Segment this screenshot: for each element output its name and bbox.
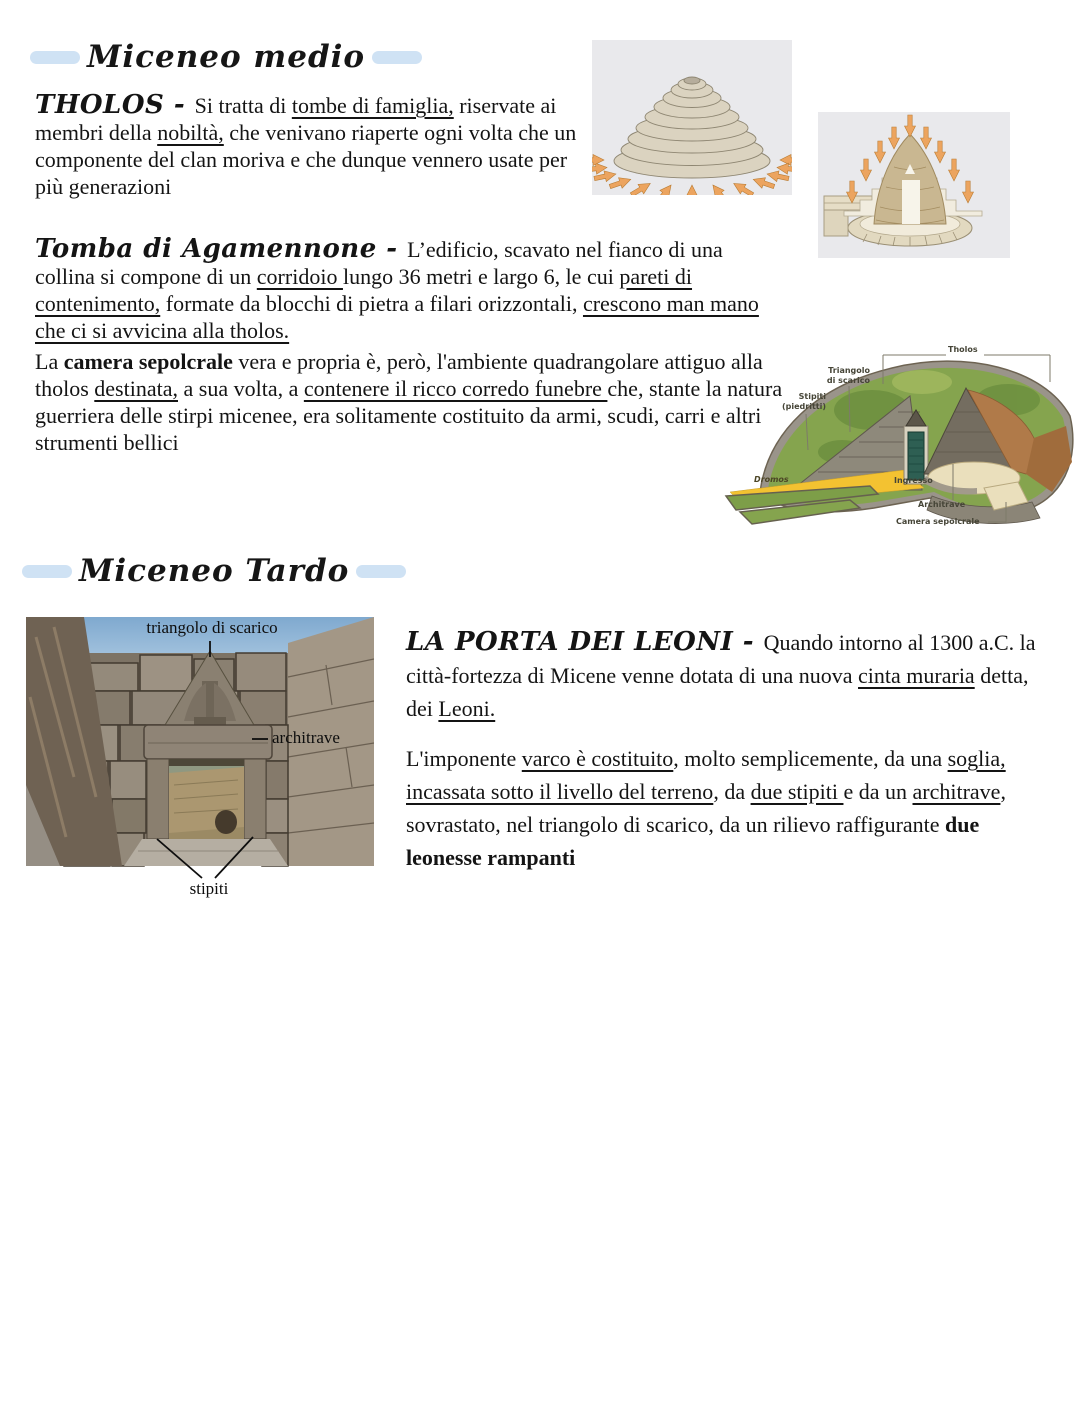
paragraph-varco: L'imponente varco è costituito, molto semplicemente, da una soglia, incassata sotto il livello del terreno, da due stipiti e da un architrave, sovrastato, nel triangolo di scarico, da un rilievo raffigurante due leonesse rampanti (406, 746, 1006, 870)
photo-label-stipiti: stipiti (189, 879, 229, 898)
treasury-section-diagram (722, 342, 1080, 534)
photo-label-architrave: architrave (272, 728, 340, 747)
diagram-label-dromos: Dromos (754, 475, 789, 484)
section-heading-tardo-text: Miceneo Tardo (79, 553, 350, 589)
diagram-label-tholos: Tholos (948, 345, 978, 354)
paragraph-tholos: THOLOS - Si tratta di tombe di famiglia, riservate ai membri della nobiltà, che venivano riaperte ogni volta che un componente del clan moriva e che dunque vennero usate per più generazioni (35, 90, 577, 199)
section-heading-miceneo-tardo (22, 553, 406, 589)
right-jamb (244, 759, 266, 839)
pavement (124, 839, 288, 866)
section-heading-medio-text: Miceneo medio (87, 39, 366, 75)
gate-opening (169, 759, 244, 839)
heading-decoration-left (30, 51, 80, 64)
lion-gate-figure (26, 617, 374, 909)
doorway (902, 180, 920, 224)
heading-decoration-left (22, 565, 72, 578)
diagram-label-ingresso: Ingresso (894, 476, 933, 485)
treasury-section-figure (722, 342, 1080, 534)
left-jamb (147, 759, 169, 839)
tholos-cutaway-figure (818, 112, 1010, 258)
heading-decoration-right (372, 51, 422, 64)
tholos-dome-diagram (592, 40, 792, 195)
heading-decoration-right (356, 565, 406, 578)
diagram-label-triangolo: Triangolo di scarico (826, 366, 870, 385)
lion-gate-photo (26, 617, 374, 909)
paragraph-tomba-di-agamennone: Tomba di Agamennone - L’edificio, scavato nel fianco di una collina si compone di un corridoio lungo 36 metri e largo 6, le cui pareti di contenimento, formate da blocchi di pietra a filari orizzontali, crescono man mano che ci si avvicina alla tholos. (35, 234, 759, 343)
diagram-label-camera-sepolcrale: Camera sepolcrale (896, 517, 980, 526)
section-heading-miceneo-medio (30, 39, 422, 75)
paragraph-camera-sepolcrale: La camera sepolcrale vera e propria è, però, l'ambiente quadrangolare attiguo alla tholos destinata, a sua volta, a contenere il ricco corredo funebre che, stante la natura guerriera delle stirpi micenee, era solitamente costituito da armi, scudi, carri e altri strumenti bellici (35, 349, 783, 455)
architrave-stone (144, 725, 272, 759)
diagram-label-stipiti: Stipiti (piedritti) (781, 392, 826, 411)
diagram-label-architrave: Architrave (918, 500, 966, 509)
photo-label-triangolo-di-scarico: triangolo di scarico (146, 618, 278, 637)
tholos-dome-figure (592, 40, 792, 195)
tholos-cutaway-diagram (818, 112, 1010, 258)
paragraph-porta-dei-leoni: LA PORTA DEI LEONI - Quando intorno al 1300 a.C. la città-fortezza di Micene venne dotata di una nuova cinta muraria detta, dei Leoni. (406, 627, 1036, 721)
